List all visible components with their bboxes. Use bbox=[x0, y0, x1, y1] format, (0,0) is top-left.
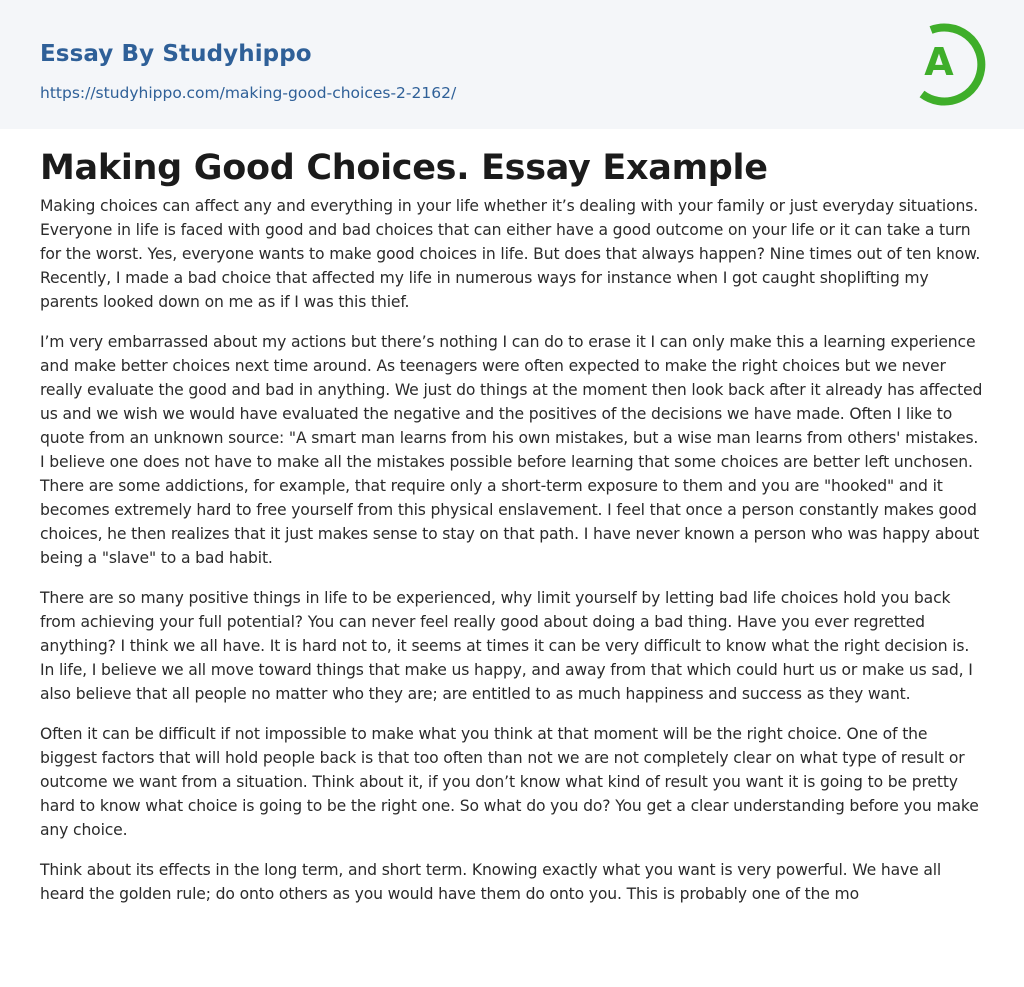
site-header bbox=[0, 0, 1024, 129]
site-brand[interactable]: Essay By Studyhippo bbox=[40, 41, 312, 67]
source-url-link[interactable]: https://studyhippo.com/making-good-choices-2-2162/ bbox=[40, 84, 457, 102]
essay-paragraph: I’m very embarrassed about my actions but there’s nothing I can do to erase it I can only make this a learning experience and make better choices next time around. As teenagers were often expected to make the right choices but we never really evaluate the good and bad in anything. We just do things at the moment then look back after it already has affected us and we wish we would have evaluated the negative and the positives of the decisions we have made. Often I like to quote from an unknown source: "A smart man learns from his own mistakes, but a wise man learns from others' mistakes. I believe one does not have to make all the mistakes possible before learning that some choices are better left unchosen. There are some addictions, for example, that require only a short-term exposure to them and you are "hooked" and it becomes extremely hard to free yourself from this physical enslavement. I feel that once a person constantly makes good choices, he then realizes that it just makes sense to stay on that path. I have never known a person who was happy about being a "slave" to a bad habit. bbox=[40, 333, 983, 567]
essay-paragraph: Making choices can affect any and everything in your life whether it’s dealing with your family or just everyday situations. Everyone in life is faced with good and bad choices that can either have a good outcome on your life or it can take a turn for the worst. Yes, everyone wants to make good choices in life. But does that always happen? Nine times out of ten know. Recently, I made a bad choice that affected my life in numerous ways for instance when I got caught shoplifting my parents looked down on me as if I was this thief. bbox=[40, 197, 981, 311]
essay-body bbox=[40, 194, 986, 922]
essay-paragraph: There are so many positive things in life to be experienced, why limit yourself by letting bad life choices hold you back from achieving your full potential? You can never feel really good about doing a bad thing. Have you ever regretted anything? I think we all have. It is hard not to, it seems at times it can be very difficult to know what the right decision is. In life, I believe we all move toward things that make us happy, and away from that which could hurt us or make us sad, I also believe that all people no matter who they are; are entitled to as much happiness and success as they want. bbox=[40, 589, 973, 703]
page-title: Making Good Choices. Essay Example bbox=[40, 148, 768, 188]
studyhippo-logo-icon[interactable] bbox=[908, 18, 988, 106]
essay-paragraph: Think about its effects in the long term, and short term. Knowing exactly what you want is very powerful. We have all heard the golden rule; do onto others as you would have them do onto you. This is probably one of the mo bbox=[40, 861, 942, 903]
essay-paragraph: Often it can be difficult if not impossible to make what you think at that moment will be the right choice. One of the biggest factors that will hold people back is that too often than not we are not completely clear on what type of result or outcome we want from a situation. Think about it, if you don’t know what kind of result you want it is going to be pretty hard to know what choice is going to be the right one. So what do you do? You get a clear understanding before you make any choice. bbox=[40, 725, 979, 839]
logo-letter: A bbox=[924, 40, 954, 84]
